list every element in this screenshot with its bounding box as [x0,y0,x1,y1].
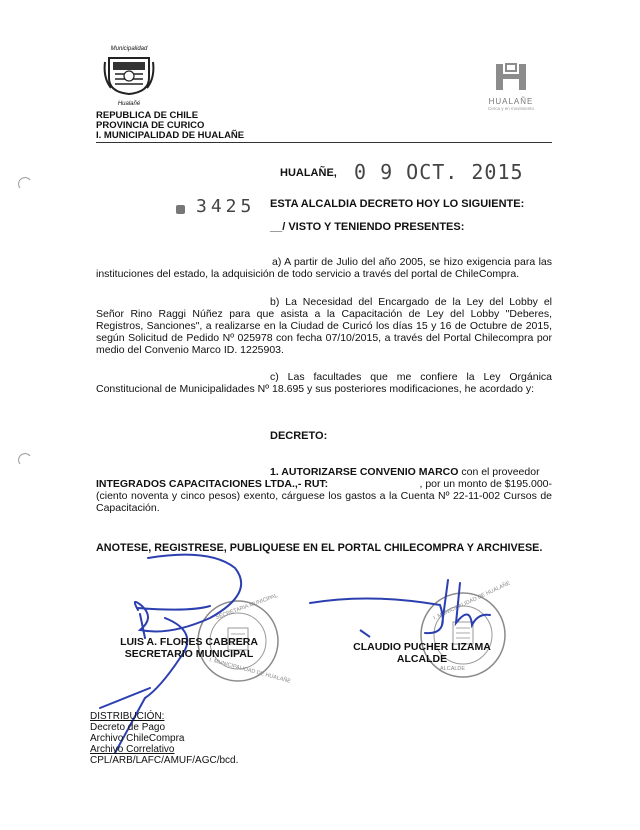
secretary-name: LUIS A. FLORES CABRERA [120,636,258,648]
decree-place: HUALAÑE, [280,167,337,179]
article1-lead: 1. AUTORIZARSE CONVENIO MARCO [270,466,459,478]
header-block [96,111,244,141]
article1-lead-line [270,466,552,478]
distribution-item: CPL/ARB/LAFC/AMUF/AGC/bcd. [90,755,239,766]
crest-caption-top: Municipalidad [110,46,148,52]
header-country: REPUBLICA DE CHILE [96,110,199,121]
mayor-signature [300,575,510,645]
crest-caption-bottom: Hualañé [117,101,141,107]
right-seal-bottom-text: ALCALDE [440,666,466,672]
municipal-crest [103,46,155,107]
paragraph-a: a) A partir de Julio del año 2005, se hizo exigencia para las instituciones del estado, la adquisición de todo servicio a través del portal de ChileCompra. [96,256,552,280]
logo-tagline: Cerca y en movimiento [487,106,535,111]
article1-lead-rest: con el proveedor [458,466,540,478]
visto-line: __/ VISTO Y TENIENDO PRESENTES: [270,221,465,233]
paragraph-c: c) Las facultades que me confiere la Ley Orgánica Constitucional de Municipalidades Nº 18.695 y sus posteriores modificaciones, he acordado y: [96,371,552,395]
hualane-logo-icon [494,62,528,92]
article1-rest: (ciento noventa y cinco pesos) exento, cárguese los gastos a la Cuenta Nº 22-11-002 Cursos de Capacitación. [96,490,552,514]
decree-number-stamp: 3425 [196,196,256,217]
mayor-title: ALCALDE [396,653,448,665]
punch-hole-top [18,176,32,190]
paragraph-b: b) La Necesidad del Encargado de la Ley del Lobby el Señor Rino Raggi Núñez para que asista a la Capacitación de Ley del Lobby "Deberes, Registros, Sanciones", a realizarse en la Ciudad de Curicó los días 15 y 16 de Octubre de 2015, según Solicitud de Pedido Nº 025978 con fecha 07/10/2015, a través del Portal Chilecompra por medio del Convenio Marco ID. 1225903. [96,296,552,356]
header-municipality: I. MUNICIPALIDAD DE HUALAÑE [96,130,245,141]
right-seal-top-text: I. MUNICIPALIDAD DE HUALAÑE [432,580,512,622]
secretary-title: SECRETARIO MUNICIPAL [124,648,254,660]
distribution-item: Decreto de Pago [90,722,166,733]
secretary-signature-block [104,636,274,660]
distribution-block [90,711,238,766]
mayor-signature-block [352,641,492,665]
distribution-item: Archivo Correlativo [90,744,175,755]
punch-hole-bottom [18,452,32,466]
distribution-title: DISTRIBUCIÓN: [90,711,165,722]
hualane-logo [470,62,552,111]
header-province: PROVINCIA DE CURICO [96,120,205,131]
logo-name: HUALAÑE [488,97,534,106]
article1-amount: , por un monto de $195.000- [419,478,552,490]
distribution-item: Archivo ChileCompra [90,733,185,744]
mayor-name: CLAUDIO PUCHER LIZAMA [353,641,491,653]
left-seal-mid-text: I. MUNICIPALIDAD DE HUALAÑE [208,657,292,685]
stamp-mark-icon [176,205,185,214]
decree-line: ESTA ALCALDIA DECRETO HOY LO SIGUIENTE: [270,198,525,210]
article1-provider: INTEGRADOS CAPACITACIONES LTDA.,- RUT: [96,478,329,490]
date-stamp: 0 9 OCT. 2015 [354,160,524,184]
header-divider [96,142,552,143]
decreto-title: DECRETO: [270,430,328,442]
closing-line: ANOTESE, REGISTRESE, PUBLIQUESE EN EL PORTAL CHILECOMPRA Y ARCHIVESE. [96,542,543,554]
crest-shield-icon [103,52,155,96]
left-seal-top-text: SECRETARIA MUNICIPAL [214,592,279,622]
